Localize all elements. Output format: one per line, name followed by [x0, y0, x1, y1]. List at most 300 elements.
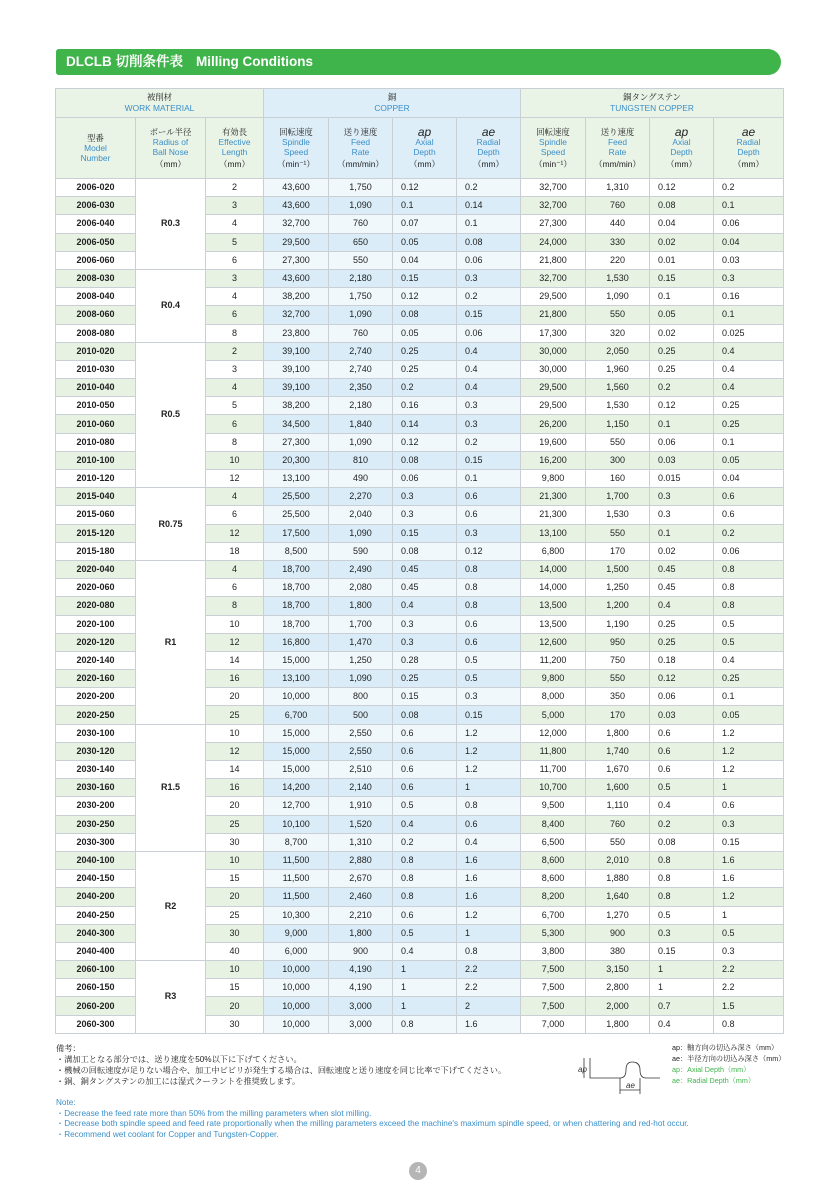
- col-cu-speed: 回転速度 Spindle Speed （min⁻¹）: [264, 118, 329, 179]
- table-cell: 0.3: [457, 524, 521, 542]
- table-cell: 8: [206, 324, 264, 342]
- table-cell: 590: [329, 542, 393, 560]
- table-cell: 0.05: [393, 324, 457, 342]
- table-cell: 2040-100: [56, 851, 136, 869]
- table-cell: 14: [206, 651, 264, 669]
- table-cell: 1,800: [329, 597, 393, 615]
- milling-conditions-table: [55, 88, 784, 1034]
- table-cell: 29,500: [521, 379, 586, 397]
- table-cell: 0.4: [457, 379, 521, 397]
- table-cell: 0.1: [714, 433, 784, 451]
- table-cell: 950: [586, 633, 650, 651]
- table-cell: 0.6: [393, 761, 457, 779]
- table-cell: 1,500: [586, 560, 650, 578]
- table-cell: 29,500: [521, 397, 586, 415]
- table-cell: 490: [329, 470, 393, 488]
- table-row: [56, 851, 784, 869]
- table-cell: 3: [206, 197, 264, 215]
- table-cell: 0.4: [650, 597, 714, 615]
- table-cell: 7,500: [521, 961, 586, 979]
- table-cell: 1,090: [586, 288, 650, 306]
- table-cell: 10: [206, 851, 264, 869]
- table-cell: 0.6: [457, 815, 521, 833]
- table-cell: 2,670: [329, 870, 393, 888]
- table-cell: 13,500: [521, 615, 586, 633]
- table-cell: 0.3: [714, 269, 784, 287]
- table-cell: 0.12: [650, 397, 714, 415]
- table-cell: 1,150: [586, 415, 650, 433]
- table-cell: 0.8: [457, 942, 521, 960]
- table-cell: 2006-060: [56, 251, 136, 269]
- table-cell: 8: [206, 597, 264, 615]
- table-cell: 0.3: [457, 688, 521, 706]
- table-cell: 550: [586, 524, 650, 542]
- table-cell: 1,840: [329, 415, 393, 433]
- table-cell: 2020-040: [56, 560, 136, 578]
- table-cell: 2.2: [714, 961, 784, 979]
- table-cell: 0.08: [650, 833, 714, 851]
- table-cell: 0.2: [457, 433, 521, 451]
- table-cell: 11,500: [264, 870, 329, 888]
- table-cell: 0.15: [393, 269, 457, 287]
- table-cell: 0.5: [393, 924, 457, 942]
- table-cell: 4: [206, 379, 264, 397]
- table-cell: 0.1: [714, 306, 784, 324]
- table-cell: 27,300: [264, 433, 329, 451]
- table-cell: 2040-200: [56, 888, 136, 906]
- table-cell: 0.8: [714, 597, 784, 615]
- table-cell: 12: [206, 470, 264, 488]
- table-cell: 2,880: [329, 851, 393, 869]
- table-cell: 8,200: [521, 888, 586, 906]
- group-work-material: 被削材 WORK MATERIAL: [56, 89, 264, 118]
- table-cell: 0.6: [457, 488, 521, 506]
- table-cell: 2060-200: [56, 997, 136, 1015]
- table-cell: 2020-160: [56, 670, 136, 688]
- table-cell: 0.15: [714, 833, 784, 851]
- table-cell: 9,500: [521, 797, 586, 815]
- table-cell: 14,000: [521, 560, 586, 578]
- table-cell: 2015-120: [56, 524, 136, 542]
- table-cell: 0.8: [457, 797, 521, 815]
- table-cell: 32,700: [521, 269, 586, 287]
- table-cell: 0.3: [457, 269, 521, 287]
- table-cell: 0.4: [650, 1015, 714, 1033]
- table-cell: 10,100: [264, 815, 329, 833]
- table-cell: 15,000: [264, 761, 329, 779]
- table-cell: 1,700: [586, 488, 650, 506]
- table-cell: 2030-140: [56, 761, 136, 779]
- diagram-ap-label: ap: [578, 1065, 587, 1074]
- table-cell: 2: [206, 179, 264, 197]
- table-cell: 0.6: [457, 506, 521, 524]
- title-jp: DLCLB 切削条件表: [66, 54, 183, 69]
- table-cell: 2,510: [329, 761, 393, 779]
- table-cell: 25: [206, 815, 264, 833]
- table-cell: 2,270: [329, 488, 393, 506]
- table-cell: 0.8: [457, 597, 521, 615]
- table-cell: 4: [206, 288, 264, 306]
- table-cell: 0.12: [457, 542, 521, 560]
- table-cell: 0.12: [650, 670, 714, 688]
- table-cell: 0.25: [714, 670, 784, 688]
- table-cell: 1,270: [586, 906, 650, 924]
- table-cell: 1,800: [586, 724, 650, 742]
- table-cell: 1.6: [457, 851, 521, 869]
- table-cell: 0.25: [714, 415, 784, 433]
- table-cell: 0.15: [457, 706, 521, 724]
- table-cell: 0.16: [714, 288, 784, 306]
- table-cell: 0.3: [393, 506, 457, 524]
- table-cell: 2010-050: [56, 397, 136, 415]
- table-cell: 550: [329, 251, 393, 269]
- table-cell: 30: [206, 924, 264, 942]
- table-cell: 0.06: [650, 433, 714, 451]
- table-cell: 43,600: [264, 269, 329, 287]
- table-cell: 6,700: [264, 706, 329, 724]
- table-cell: 29,500: [521, 288, 586, 306]
- table-cell: 2,050: [586, 342, 650, 360]
- table-cell: 0.08: [393, 706, 457, 724]
- table-cell: 0.5: [714, 924, 784, 942]
- table-cell: 2020-140: [56, 651, 136, 669]
- table-cell: 17,300: [521, 324, 586, 342]
- table-cell: 0.6: [457, 633, 521, 651]
- table-cell: 0.6: [650, 742, 714, 760]
- table-cell: 21,800: [521, 306, 586, 324]
- col-radius: ボール半径 Radius of Ball Nose （mm）: [136, 118, 206, 179]
- table-cell: 0.16: [393, 397, 457, 415]
- table-cell: 0.15: [457, 451, 521, 469]
- table-cell: 0.05: [650, 306, 714, 324]
- table-cell: 11,700: [521, 761, 586, 779]
- table-cell: 6: [206, 251, 264, 269]
- table-cell: 0.2: [457, 179, 521, 197]
- table-cell: 0.03: [650, 451, 714, 469]
- table-cell: 550: [586, 306, 650, 324]
- table-cell: 0.025: [714, 324, 784, 342]
- table-cell: 2006-030: [56, 197, 136, 215]
- table-cell: 5: [206, 397, 264, 415]
- table-cell: 1: [393, 979, 457, 997]
- table-cell: 0.04: [714, 233, 784, 251]
- table-cell: 550: [586, 433, 650, 451]
- table-cell: 0.8: [650, 870, 714, 888]
- table-cell: 2: [206, 342, 264, 360]
- table-cell: 0.6: [714, 506, 784, 524]
- table-cell: 1,560: [586, 379, 650, 397]
- diagram-ae-label: ae: [626, 1081, 635, 1090]
- table-cell: 0.6: [650, 761, 714, 779]
- table-cell: 1,800: [586, 1015, 650, 1033]
- table-cell: 160: [586, 470, 650, 488]
- table-cell: 16: [206, 779, 264, 797]
- table-cell: 320: [586, 324, 650, 342]
- table-cell: 0.45: [393, 560, 457, 578]
- table-cell: 1,600: [586, 779, 650, 797]
- table-cell: 760: [586, 197, 650, 215]
- table-cell: 20: [206, 797, 264, 815]
- table-cell: 0.8: [393, 851, 457, 869]
- table-cell: 1.2: [714, 724, 784, 742]
- table-cell: 0.015: [650, 470, 714, 488]
- table-row: [56, 488, 784, 506]
- table-cell: 10,000: [264, 997, 329, 1015]
- table-cell: 1,090: [329, 306, 393, 324]
- table-cell: 2040-300: [56, 924, 136, 942]
- table-cell: 0.4: [457, 342, 521, 360]
- table-cell: 2030-100: [56, 724, 136, 742]
- table-cell: 15: [206, 979, 264, 997]
- title-en: Milling Conditions: [196, 54, 313, 69]
- notes-en: Note: ・Decrease the feed rate more than 50% from the milling parameters when slot milling. ・Decrease both spindle speed and feed rate proportionally when the milling parameters exceed the machine's maximum spindle speed, or when chattering and red-hot occur. ・Recommend wet coolant for Copper and Tungsten-Copper.: [56, 1098, 689, 1139]
- table-cell: 32,700: [264, 306, 329, 324]
- table-cell: 0.8: [393, 1015, 457, 1033]
- table-cell: 19,600: [521, 433, 586, 451]
- table-cell: 1,880: [586, 870, 650, 888]
- table-cell: 43,600: [264, 179, 329, 197]
- table-cell: 16: [206, 670, 264, 688]
- table-cell: 0.15: [650, 269, 714, 287]
- table-cell: 1.6: [714, 870, 784, 888]
- table-cell: 220: [586, 251, 650, 269]
- page-header: [56, 49, 781, 75]
- table-cell: 1,250: [329, 651, 393, 669]
- table-cell: 0.25: [393, 342, 457, 360]
- table-cell: 1,700: [329, 615, 393, 633]
- table-cell: 1.2: [457, 761, 521, 779]
- table-cell: 2015-180: [56, 542, 136, 560]
- table-cell: 13,100: [521, 524, 586, 542]
- table-cell: 1,470: [329, 633, 393, 651]
- table-cell: 14,200: [264, 779, 329, 797]
- table-cell: 15: [206, 870, 264, 888]
- table-cell: 0.3: [714, 815, 784, 833]
- table-cell: 26,200: [521, 415, 586, 433]
- table-cell: 12,000: [521, 724, 586, 742]
- table-cell: 14,000: [521, 579, 586, 597]
- table-cell: 2,550: [329, 742, 393, 760]
- table-cell: 6: [206, 415, 264, 433]
- table-cell: 0.02: [650, 324, 714, 342]
- col-cu-feed: 送り速度 Feed Rate （mm/min）: [329, 118, 393, 179]
- table-cell: 2,460: [329, 888, 393, 906]
- table-cell: 2,550: [329, 724, 393, 742]
- table-cell: 0.03: [714, 251, 784, 269]
- table-cell: 0.4: [393, 942, 457, 960]
- table-cell: 25: [206, 906, 264, 924]
- table-cell: 1,310: [586, 179, 650, 197]
- col-cu-ae: ae Radial Depth （mm）: [457, 118, 521, 179]
- table-cell: 0.8: [714, 1015, 784, 1033]
- table-cell: 2006-050: [56, 233, 136, 251]
- notes-jp: 備考： ・溝加工となる部分では、送り速度を50%以下に下げてください。 ・機械の回転速度が足りない場合や、加工中ビビリが発生する場合は、回転速度と送り速度を同じ比率で下げてください。 ・銅、銅タングステンの加工には湿式クーラントを推奨致します。: [56, 1044, 507, 1086]
- table-cell: 5: [206, 233, 264, 251]
- table-cell: 0.1: [714, 688, 784, 706]
- table-cell: 39,100: [264, 379, 329, 397]
- table-cell: 1,200: [586, 597, 650, 615]
- table-cell: 0.4: [714, 342, 784, 360]
- table-cell: 440: [586, 215, 650, 233]
- table-cell: 2,010: [586, 851, 650, 869]
- table-cell: 21,300: [521, 506, 586, 524]
- table-cell: 2010-100: [56, 451, 136, 469]
- table-cell: 2008-080: [56, 324, 136, 342]
- table-cell: 9,000: [264, 924, 329, 942]
- table-cell: 11,500: [264, 888, 329, 906]
- table-cell: 8,500: [264, 542, 329, 560]
- table-cell: 0.6: [714, 488, 784, 506]
- table-cell: 0.06: [393, 470, 457, 488]
- table-cell: 20: [206, 997, 264, 1015]
- table-cell: 27,300: [264, 251, 329, 269]
- table-cell: 18,700: [264, 615, 329, 633]
- table-cell: 0.08: [457, 233, 521, 251]
- table-cell: 13,100: [264, 470, 329, 488]
- table-cell: 0.1: [650, 524, 714, 542]
- table-cell: 0.4: [714, 379, 784, 397]
- table-cell: 0.03: [650, 706, 714, 724]
- table-cell: 0.08: [393, 451, 457, 469]
- table-cell: 1,190: [586, 615, 650, 633]
- table-cell: 0.7: [650, 997, 714, 1015]
- table-cell: 2,180: [329, 269, 393, 287]
- table-cell: 0.02: [650, 542, 714, 560]
- col-model: 型番 Model Number: [56, 118, 136, 179]
- table-cell: 2040-150: [56, 870, 136, 888]
- table-cell: 0.2: [650, 379, 714, 397]
- radius-cell: R1: [136, 560, 206, 724]
- table-cell: 0.8: [457, 560, 521, 578]
- table-cell: 1: [650, 979, 714, 997]
- table-cell: 2030-250: [56, 815, 136, 833]
- group-tungsten-copper: 銅タングステン TUNGSTEN COPPER: [521, 89, 784, 118]
- table-cell: 0.4: [457, 360, 521, 378]
- table-cell: 10,000: [264, 961, 329, 979]
- table-cell: 0.5: [650, 906, 714, 924]
- table-cell: 810: [329, 451, 393, 469]
- table-cell: 0.3: [714, 942, 784, 960]
- table-cell: 500: [329, 706, 393, 724]
- table-cell: 38,200: [264, 288, 329, 306]
- table-cell: 0.12: [393, 433, 457, 451]
- table-cell: 6: [206, 306, 264, 324]
- table-cell: 20: [206, 888, 264, 906]
- table-cell: 1,090: [329, 524, 393, 542]
- table-cell: 13,100: [264, 670, 329, 688]
- table-cell: 16,200: [521, 451, 586, 469]
- table-cell: 7,500: [521, 979, 586, 997]
- col-wcu-ae: ae Radial Depth （mm）: [714, 118, 784, 179]
- table-cell: 4: [206, 488, 264, 506]
- table-cell: 30: [206, 1015, 264, 1033]
- table-cell: 0.3: [650, 488, 714, 506]
- table-cell: 0.1: [650, 415, 714, 433]
- table-cell: 0.8: [714, 579, 784, 597]
- table-cell: 5,300: [521, 924, 586, 942]
- table-cell: 34,500: [264, 415, 329, 433]
- table-cell: 39,100: [264, 342, 329, 360]
- table-cell: 1,530: [586, 269, 650, 287]
- table-cell: 2020-060: [56, 579, 136, 597]
- table-cell: 1: [393, 997, 457, 1015]
- table-cell: 1,520: [329, 815, 393, 833]
- table-cell: 12: [206, 742, 264, 760]
- table-cell: 0.4: [393, 815, 457, 833]
- table-cell: 1: [393, 961, 457, 979]
- table-cell: 16,800: [264, 633, 329, 651]
- table-cell: 8,400: [521, 815, 586, 833]
- table-cell: 0.6: [393, 724, 457, 742]
- table-cell: 0.28: [393, 651, 457, 669]
- table-cell: 650: [329, 233, 393, 251]
- table-cell: 25,500: [264, 488, 329, 506]
- table-cell: 2.2: [457, 961, 521, 979]
- col-length: 有効長 Effective Length （mm）: [206, 118, 264, 179]
- table-body: [56, 179, 784, 1034]
- table-cell: 2008-060: [56, 306, 136, 324]
- table-cell: 0.25: [393, 360, 457, 378]
- table-cell: 0.6: [393, 742, 457, 760]
- table-cell: 2.2: [457, 979, 521, 997]
- table-cell: 2010-020: [56, 342, 136, 360]
- table-cell: 2020-080: [56, 597, 136, 615]
- table-cell: 2060-100: [56, 961, 136, 979]
- table-cell: 900: [586, 924, 650, 942]
- table-cell: 0.02: [650, 233, 714, 251]
- table-cell: 3,000: [329, 1015, 393, 1033]
- table-cell: 3: [206, 360, 264, 378]
- table-cell: 0.8: [650, 888, 714, 906]
- table-cell: 15,000: [264, 742, 329, 760]
- table-cell: 2010-120: [56, 470, 136, 488]
- table-cell: 10: [206, 451, 264, 469]
- table-cell: 2,800: [586, 979, 650, 997]
- table-cell: 1.6: [457, 1015, 521, 1033]
- table-cell: 550: [586, 670, 650, 688]
- table-cell: 3,150: [586, 961, 650, 979]
- table-cell: 2020-250: [56, 706, 136, 724]
- table-cell: 1.2: [457, 906, 521, 924]
- table-cell: 6: [206, 579, 264, 597]
- table-cell: 2020-200: [56, 688, 136, 706]
- table-cell: 6,800: [521, 542, 586, 560]
- radius-cell: R3: [136, 961, 206, 1034]
- table-cell: 0.15: [457, 306, 521, 324]
- table-cell: 1.2: [714, 888, 784, 906]
- table-cell: 0.5: [457, 651, 521, 669]
- table-cell: 330: [586, 233, 650, 251]
- table-cell: 18,700: [264, 579, 329, 597]
- table-cell: 380: [586, 942, 650, 960]
- table-cell: 1,090: [329, 197, 393, 215]
- table-cell: 0.08: [393, 542, 457, 560]
- table-cell: 3: [206, 269, 264, 287]
- table-cell: 1,090: [329, 433, 393, 451]
- table-cell: 0.06: [650, 688, 714, 706]
- table-cell: 0.08: [393, 306, 457, 324]
- table-cell: 0.4: [714, 360, 784, 378]
- table-row: [56, 560, 784, 578]
- table-cell: 300: [586, 451, 650, 469]
- table-cell: 4,190: [329, 961, 393, 979]
- table-cell: 0.3: [457, 397, 521, 415]
- table-cell: 10,000: [264, 979, 329, 997]
- table-cell: 0.3: [650, 506, 714, 524]
- table-cell: 10,000: [264, 1015, 329, 1033]
- table-cell: 4: [206, 215, 264, 233]
- table-cell: 15,000: [264, 651, 329, 669]
